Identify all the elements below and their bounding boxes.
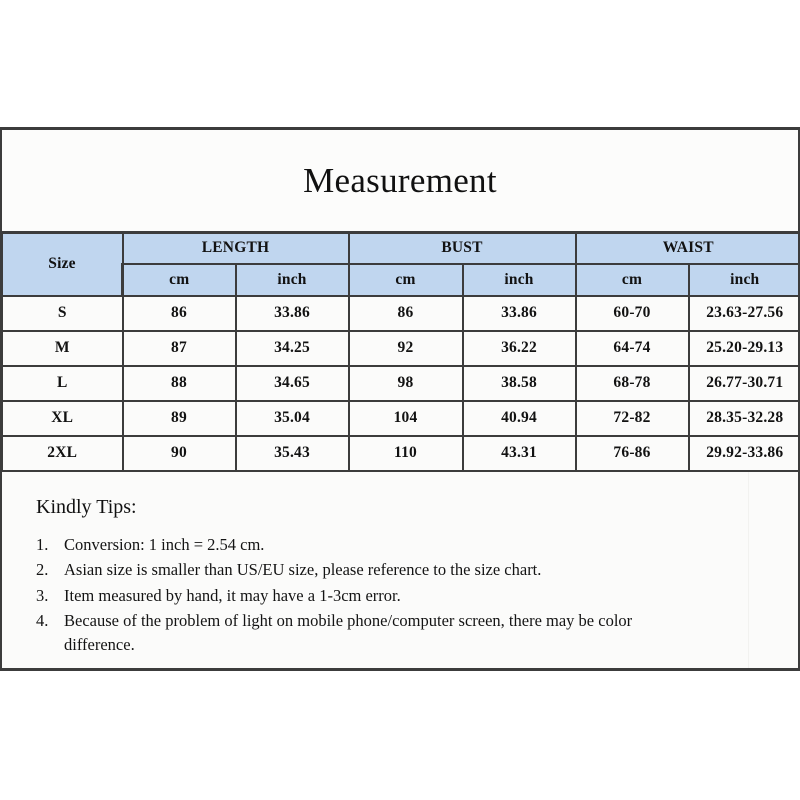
- table-row: [2, 331, 800, 366]
- cell-length-inch: 35.43: [236, 436, 349, 471]
- tips-seam: [748, 472, 749, 668]
- tip-number: 2.: [36, 560, 49, 580]
- cell-bust-inch: 33.86: [463, 296, 576, 331]
- tip-text: Conversion: 1 inch = 2.54 cm.: [64, 535, 265, 554]
- cell-length-cm: 89: [123, 401, 236, 436]
- cell-waist-inch: 29.92-33.86: [689, 436, 800, 471]
- column-header-waist-cm: cm: [576, 264, 689, 296]
- cell-length-cm: 86: [123, 296, 236, 331]
- cell-waist-cm: 60-70: [576, 296, 689, 331]
- column-header-length: LENGTH: [123, 233, 349, 264]
- cell-length-inch: 35.04: [236, 401, 349, 436]
- cell-bust-cm: 110: [349, 436, 463, 471]
- table-row: [2, 401, 800, 436]
- cell-length-inch: 34.65: [236, 366, 349, 401]
- cell-bust-cm: 92: [349, 331, 463, 366]
- cell-length-inch: 33.86: [236, 296, 349, 331]
- column-header-length-cm: cm: [123, 264, 236, 296]
- tips-heading: Kindly Tips:: [36, 496, 137, 518]
- cell-bust-inch: 40.94: [463, 401, 576, 436]
- cell-size: L: [2, 366, 123, 401]
- table-row: [2, 366, 800, 401]
- cell-waist-cm: 68-78: [576, 366, 689, 401]
- column-header-size: Size: [2, 233, 123, 296]
- column-header-length-inch: inch: [236, 264, 349, 296]
- column-header-bust-inch: inch: [463, 264, 576, 296]
- tip-number: 4.: [36, 611, 49, 631]
- kindly-tips-section: [0, 472, 800, 668]
- cell-waist-inch: 23.63-27.56: [689, 296, 800, 331]
- tip-number: 3.: [36, 585, 49, 605]
- cell-bust-inch: 36.22: [463, 331, 576, 366]
- tip-text: Asian size is smaller than US/EU size, please reference to the size chart.: [64, 560, 542, 580]
- cell-waist-inch: 26.77-30.71: [689, 366, 800, 401]
- cell-waist-cm: 72-82: [576, 401, 689, 436]
- cell-waist-cm: 76-86: [576, 436, 689, 471]
- list-item: [36, 558, 770, 581]
- title-area: [0, 130, 800, 231]
- size-chart-table: [0, 231, 800, 472]
- table-header-row-groups: [2, 233, 800, 264]
- tip-text: Item measured by hand, it may have a 1-3cm error.: [64, 585, 401, 605]
- cell-size: 2XL: [2, 436, 123, 471]
- cell-waist-inch: 28.35-32.28: [689, 401, 800, 436]
- list-item: [36, 584, 770, 607]
- table-body: [2, 296, 800, 471]
- table-header: [2, 233, 800, 296]
- page-title: Measurement: [303, 161, 497, 200]
- cell-length-cm: 90: [123, 436, 236, 471]
- cell-size: XL: [2, 401, 123, 436]
- list-item: [36, 609, 770, 656]
- column-header-waist: WAIST: [576, 233, 800, 264]
- column-header-bust: BUST: [349, 233, 576, 264]
- cell-bust-cm: 98: [349, 366, 463, 401]
- cell-waist-cm: 64-74: [576, 331, 689, 366]
- cell-size: S: [2, 296, 123, 331]
- table-row: [2, 296, 800, 331]
- cell-waist-inch: 25.20-29.13: [689, 331, 800, 366]
- column-header-bust-cm: cm: [349, 264, 463, 296]
- cell-bust-inch: 38.58: [463, 366, 576, 401]
- list-item: [36, 533, 770, 556]
- cell-bust-inch: 43.31: [463, 436, 576, 471]
- cell-length-cm: 87: [123, 331, 236, 366]
- cell-length-cm: 88: [123, 366, 236, 401]
- cell-length-inch: 34.25: [236, 331, 349, 366]
- cell-bust-cm: 86: [349, 296, 463, 331]
- table-row: [2, 436, 800, 471]
- measurement-chart-panel: [0, 127, 800, 671]
- tip-number: 1.: [36, 535, 49, 554]
- cell-size: M: [2, 331, 123, 366]
- column-header-waist-inch: inch: [689, 264, 800, 296]
- tip-text: Because of the problem of light on mobile phone/computer screen, there may be color difference.: [64, 611, 633, 654]
- cell-bust-cm: 104: [349, 401, 463, 436]
- tips-list: [36, 533, 770, 656]
